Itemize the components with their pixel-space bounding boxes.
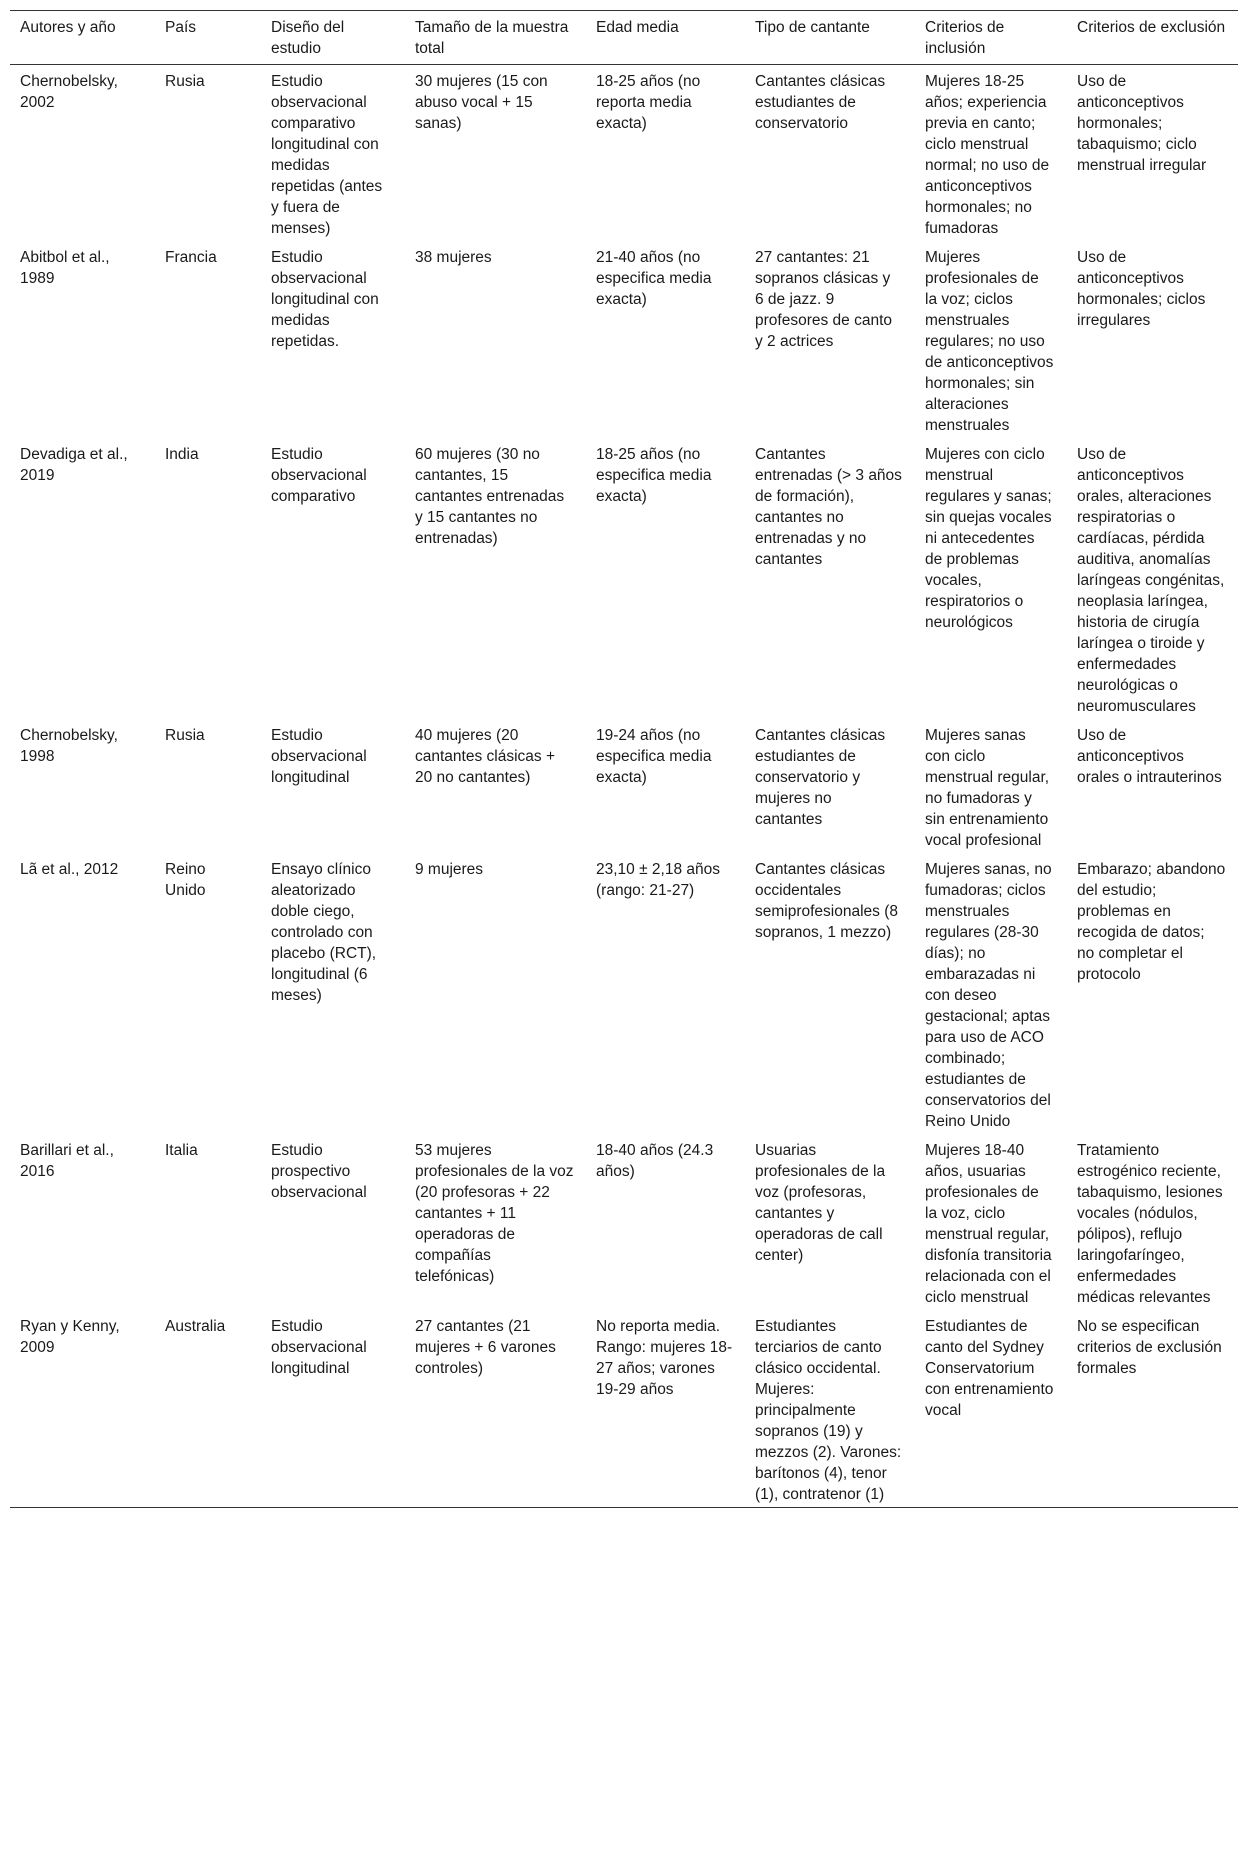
cell-inclusion: Mujeres sanas, no fumadoras; ciclos menstruales regulares (28-30 días); no embarazadas ni con deseo gestacional; aptas para uso de ACO combinado; estudiantes de conservatorios del Reino Unido bbox=[925, 861, 1052, 1130]
table-row bbox=[10, 1310, 1238, 1508]
cell-country: Rusia bbox=[165, 727, 205, 744]
cell-inclusion: Mujeres sanas con ciclo menstrual regular, no fumadoras y sin entrenamiento vocal profesional bbox=[925, 727, 1050, 849]
cell-exclusion: Tratamiento estrogénico reciente, tabaquismo, lesiones vocales (nódulos, pólipos), reflujo laringofaríngeo, enfermedades médicas relevantes bbox=[1077, 1142, 1223, 1306]
cell-authors: Lã et al., 2012 bbox=[20, 861, 119, 878]
cell-singer-type: Usuarias profesionales de la voz (profesoras, cantantes y operadoras de call center) bbox=[755, 1142, 886, 1264]
header-mean-age: Edad media bbox=[596, 19, 679, 36]
cell-design: Estudio observacional longitudinal bbox=[271, 727, 367, 786]
cell-sample-size: 30 mujeres (15 con abuso vocal + 15 sanas) bbox=[415, 73, 548, 132]
cell-country: Francia bbox=[165, 249, 217, 266]
cell-exclusion: Uso de anticonceptivos orales, alteraciones respiratorias o cardíacas, pérdida auditiva, anomalías laríngeas congénitas, neoplasia laríngea, historia de cirugía laríngea o tiroide y enfermedades neurológicas o neuromusculares bbox=[1077, 446, 1225, 715]
header-authors: Autores y año bbox=[20, 19, 116, 36]
cell-exclusion: Embarazo; abandono del estudio; problemas en recogida de datos; no completar el protocolo bbox=[1077, 861, 1226, 983]
cell-design: Estudio observacional longitudinal bbox=[271, 1318, 367, 1377]
header-inclusion: Criterios de inclusión bbox=[925, 19, 1005, 57]
cell-mean-age: 21-40 años (no especifica media exacta) bbox=[596, 249, 712, 308]
cell-design: Estudio observacional longitudinal con medidas repetidas. bbox=[271, 249, 379, 350]
cell-mean-age: 18-40 años (24.3 años) bbox=[596, 1142, 714, 1180]
cell-design: Ensayo clínico aleatorizado doble ciego, controlado con placebo (RCT), longitudinal (6 meses) bbox=[271, 861, 377, 1004]
cell-sample-size: 38 mujeres bbox=[415, 249, 492, 266]
cell-country: India bbox=[165, 446, 199, 463]
cell-mean-age: 23,10 ± 2,18 años (rango: 21-27) bbox=[596, 861, 720, 899]
cell-country: Rusia bbox=[165, 73, 205, 90]
cell-sample-size: 27 cantantes (21 mujeres + 6 varones controles) bbox=[415, 1318, 556, 1377]
table-row bbox=[10, 853, 1238, 1134]
cell-sample-size: 9 mujeres bbox=[415, 861, 484, 878]
header-sample-size: Tamaño de la muestra total bbox=[415, 19, 569, 57]
header-exclusion: Criterios de exclusión bbox=[1077, 19, 1226, 36]
header-singer-type: Tipo de cantante bbox=[755, 19, 870, 36]
table-row bbox=[10, 438, 1238, 719]
cell-country: Italia bbox=[165, 1142, 198, 1159]
cell-singer-type: Cantantes entrenadas (> 3 años de formación), cantantes no entrenadas y no cantantes bbox=[755, 446, 902, 568]
cell-mean-age: No reporta media. Rango: mujeres 18-27 años; varones 19-29 años bbox=[596, 1318, 733, 1398]
cell-singer-type: Estudiantes terciarios de canto clásico occidental. Mujeres: principalmente sopranos (19) y mezzos (2). Varones: barítonos (4), tenor (1), contratenor (1) bbox=[755, 1318, 902, 1503]
studies-table-container bbox=[10, 10, 1238, 1508]
cell-exclusion: No se especifican criterios de exclusión formales bbox=[1077, 1318, 1222, 1377]
cell-exclusion: Uso de anticonceptivos orales o intrauterinos bbox=[1077, 727, 1222, 786]
cell-mean-age: 18-25 años (no especifica media exacta) bbox=[596, 446, 712, 505]
cell-mean-age: 19-24 años (no especifica media exacta) bbox=[596, 727, 712, 786]
cell-design: Estudio observacional comparativo longitudinal con medidas repetidas (antes y fuera de menses) bbox=[271, 73, 383, 237]
cell-country: Reino Unido bbox=[165, 861, 206, 899]
cell-exclusion: Uso de anticonceptivos hormonales; tabaquismo; ciclo menstrual irregular bbox=[1077, 73, 1207, 174]
cell-sample-size: 60 mujeres (30 no cantantes, 15 cantantes entrenadas y 15 cantantes no entrenadas) bbox=[415, 446, 565, 547]
cell-authors: Barillari et al., 2016 bbox=[20, 1142, 114, 1180]
cell-inclusion: Mujeres profesionales de la voz; ciclos menstruales regulares; no uso de anticonceptivos hormonales; sin alteraciones menstruales bbox=[925, 249, 1054, 434]
cell-authors: Chernobelsky, 1998 bbox=[20, 727, 118, 765]
table-row bbox=[10, 1134, 1238, 1310]
table-header bbox=[10, 11, 1238, 65]
cell-authors: Devadiga et al., 2019 bbox=[20, 446, 128, 484]
cell-singer-type: Cantantes clásicas occidentales semiprofesionales (8 sopranos, 1 mezzo) bbox=[755, 861, 899, 941]
cell-exclusion: Uso de anticonceptivos hormonales; ciclos irregulares bbox=[1077, 249, 1206, 329]
cell-inclusion: Mujeres con ciclo menstrual regulares y sanas; sin quejas vocales ni antecedentes de problemas vocales, respiratorios o neurológicos bbox=[925, 446, 1052, 631]
cell-singer-type: Cantantes clásicas estudiantes de conservatorio bbox=[755, 73, 886, 132]
cell-inclusion: Mujeres 18-25 años; experiencia previa en canto; ciclo menstrual normal; no uso de anticonceptivos hormonales; no fumadoras bbox=[925, 73, 1050, 237]
cell-singer-type: 27 cantantes: 21 sopranos clásicas y 6 de jazz. 9 profesores de canto y 2 actrices bbox=[755, 249, 893, 350]
cell-authors: Chernobelsky, 2002 bbox=[20, 73, 118, 111]
header-row bbox=[10, 11, 1238, 65]
table-row bbox=[10, 719, 1238, 853]
cell-inclusion: Mujeres 18-40 años, usuarias profesionales de la voz, ciclo menstrual regular, disfonía transitoria relacionada con el ciclo menstrual bbox=[925, 1142, 1052, 1306]
cell-inclusion: Estudiantes de canto del Sydney Conservatorium con entrenamiento vocal bbox=[925, 1318, 1054, 1419]
table-row bbox=[10, 65, 1238, 242]
cell-singer-type: Cantantes clásicas estudiantes de conservatorio y mujeres no cantantes bbox=[755, 727, 886, 828]
header-country: País bbox=[165, 19, 197, 36]
table-body bbox=[10, 65, 1238, 1508]
cell-design: Estudio observacional comparativo bbox=[271, 446, 367, 505]
cell-authors: Abitbol et al., 1989 bbox=[20, 249, 110, 287]
cell-sample-size: 40 mujeres (20 cantantes clásicas + 20 no cantantes) bbox=[415, 727, 556, 786]
cell-design: Estudio prospectivo observacional bbox=[271, 1142, 367, 1201]
cell-mean-age: 18-25 años (no reporta media exacta) bbox=[596, 73, 701, 132]
cell-sample-size: 53 mujeres profesionales de la voz (20 profesoras + 22 cantantes + 11 operadoras de compañías telefónicas) bbox=[415, 1142, 574, 1285]
cell-authors: Ryan y Kenny, 2009 bbox=[20, 1318, 120, 1356]
studies-table bbox=[10, 10, 1238, 1508]
cell-country: Australia bbox=[165, 1318, 226, 1335]
table-row bbox=[10, 241, 1238, 438]
header-design: Diseño del estudio bbox=[271, 19, 345, 57]
